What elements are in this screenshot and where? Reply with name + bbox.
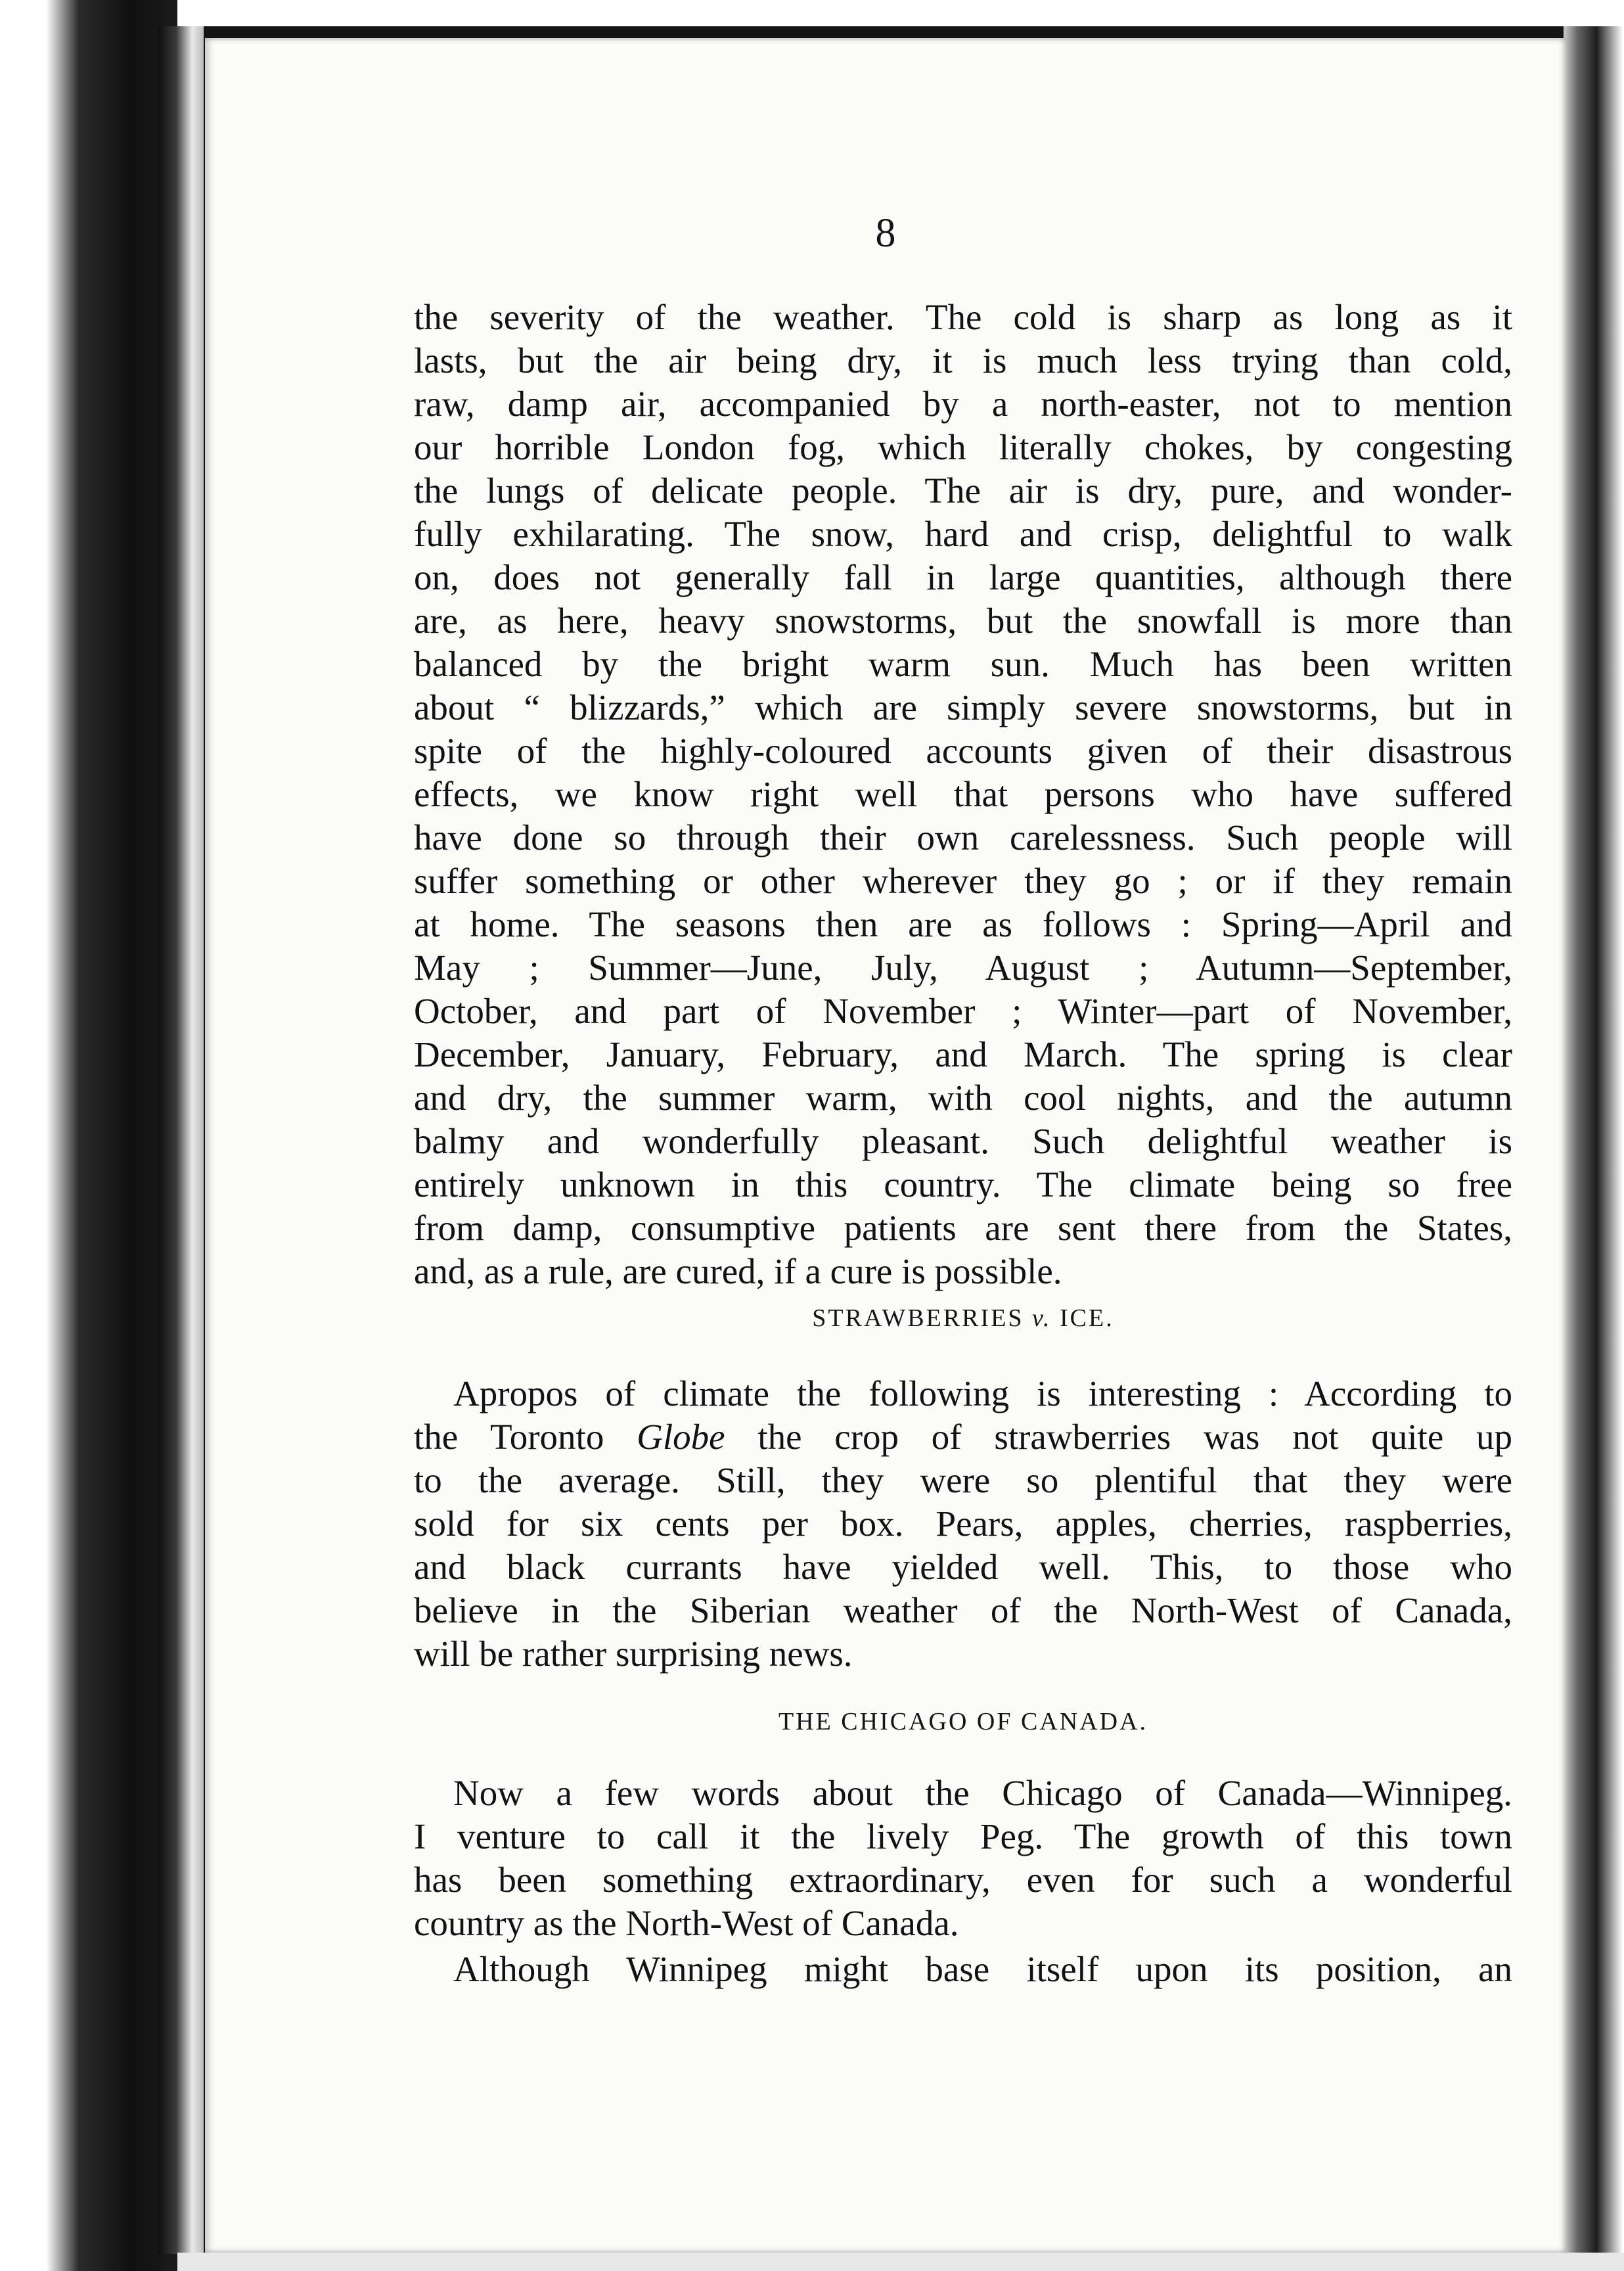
text-line: May ; Summer—June, July, August ; Autumn—September, <box>414 948 1512 988</box>
text-line: Apropos of climate the following is interesting : According to <box>453 1373 1512 1413</box>
scan-background-bottom <box>177 2253 1624 2271</box>
text-line: the severity of the weather. The cold is sharp as long as it <box>414 297 1512 337</box>
newspaper-title: Globe <box>637 1417 725 1457</box>
scan-background-right <box>1564 26 1624 2271</box>
paragraph-strawberries <box>414 1372 1512 1676</box>
heading-text: ICE. <box>1060 1304 1114 1332</box>
text-line: believe in the Siberian weather of the North-West of Canada, <box>414 1590 1512 1630</box>
scan-background-left <box>0 0 177 2271</box>
text-line: has been something extraordinary, even for such a wonderful <box>414 1860 1512 1900</box>
text-line: Now a few words about the Chicago of Canada—Winnipeg. <box>453 1773 1512 1813</box>
text-line: and, as a rule, are cured, if a cure is possible. <box>414 1251 1062 1291</box>
text-line: to the average. Still, they were so plentiful that they were <box>414 1460 1512 1500</box>
paragraph-climate <box>414 296 1512 1293</box>
text-line: and dry, the summer warm, with cool nights, and the autumn <box>414 1078 1512 1118</box>
text-line: from damp, consumptive patients are sent there from the States, <box>414 1208 1512 1248</box>
heading-italic: v. <box>1031 1304 1052 1332</box>
text-line: are, as here, heavy snowstorms, but the snowfall is more than <box>414 601 1512 641</box>
text-line: fully exhilarating. The snow, hard and crisp, delightful to walk <box>414 514 1512 554</box>
heading-text: STRAWBERRIES <box>812 1304 1024 1332</box>
text-line: I venture to call it the lively Peg. The growth of this town <box>414 1816 1512 1856</box>
paragraph-winnipeg <box>414 1772 1512 1945</box>
text-line: effects, we know right well that persons who have suffered <box>414 774 1512 814</box>
page-number: 8 <box>875 211 896 256</box>
text-line: and black currants have yielded well. This, to those who <box>414 1547 1512 1587</box>
text-line: have done so through their own carelessness. Such people will <box>414 817 1512 858</box>
text-line: suffer something or other wherever they go ; or if they remain <box>414 861 1512 901</box>
text-line: about “ blizzards,” which are simply severe snowstorms, but in <box>414 687 1512 727</box>
section-heading-strawberries <box>414 1304 1512 1333</box>
text-line: October, and part of November ; Winter—part of November, <box>414 991 1512 1031</box>
text-line: Although Winnipeg might base itself upon its position, an <box>453 1949 1512 1989</box>
text-line: at home. The seasons then are as follows : Spring—April and <box>414 904 1512 944</box>
text-line: December, January, February, and March. The spring is clear <box>414 1034 1512 1074</box>
text-line: country as the North-West of Canada. <box>414 1903 959 1943</box>
text-segment: the crop of strawberries was not quite up <box>757 1417 1512 1457</box>
text-line: raw, damp air, accompanied by a north-easter, not to mention <box>414 384 1512 424</box>
section-heading-chicago: THE CHICAGO OF CANADA. <box>778 1708 1148 1735</box>
text-segment: the Toronto <box>414 1417 604 1457</box>
text-line: balanced by the bright warm sun. Much has been written <box>414 644 1512 684</box>
book-page-edges <box>158 26 204 2254</box>
paragraph-winnipeg-position <box>414 1948 1512 1991</box>
text-line: the lungs of delicate people. The air is dry, pure, and wonder- <box>414 470 1512 511</box>
text-line: our horrible London fog, which literally chokes, by congesting <box>414 427 1512 467</box>
text-line: on, does not generally fall in large quantities, although there <box>414 557 1512 597</box>
text-line: sold for six cents per box. Pears, apples, cherries, raspberries, <box>414 1503 1512 1544</box>
text-line <box>414 1415 1512 1459</box>
book-page <box>205 38 1566 2253</box>
text-line: lasts, but the air being dry, it is much less trying than cold, <box>414 340 1512 380</box>
text-line: balmy and wonderfully pleasant. Such delightful weather is <box>414 1121 1512 1161</box>
text-line: will be rather surprising news. <box>414 1634 853 1674</box>
text-line: spite of the highly-coloured accounts given of their disastrous <box>414 731 1512 771</box>
text-line: entirely unknown in this country. The climate being so free <box>414 1164 1512 1204</box>
scan-background-top <box>177 0 1624 26</box>
